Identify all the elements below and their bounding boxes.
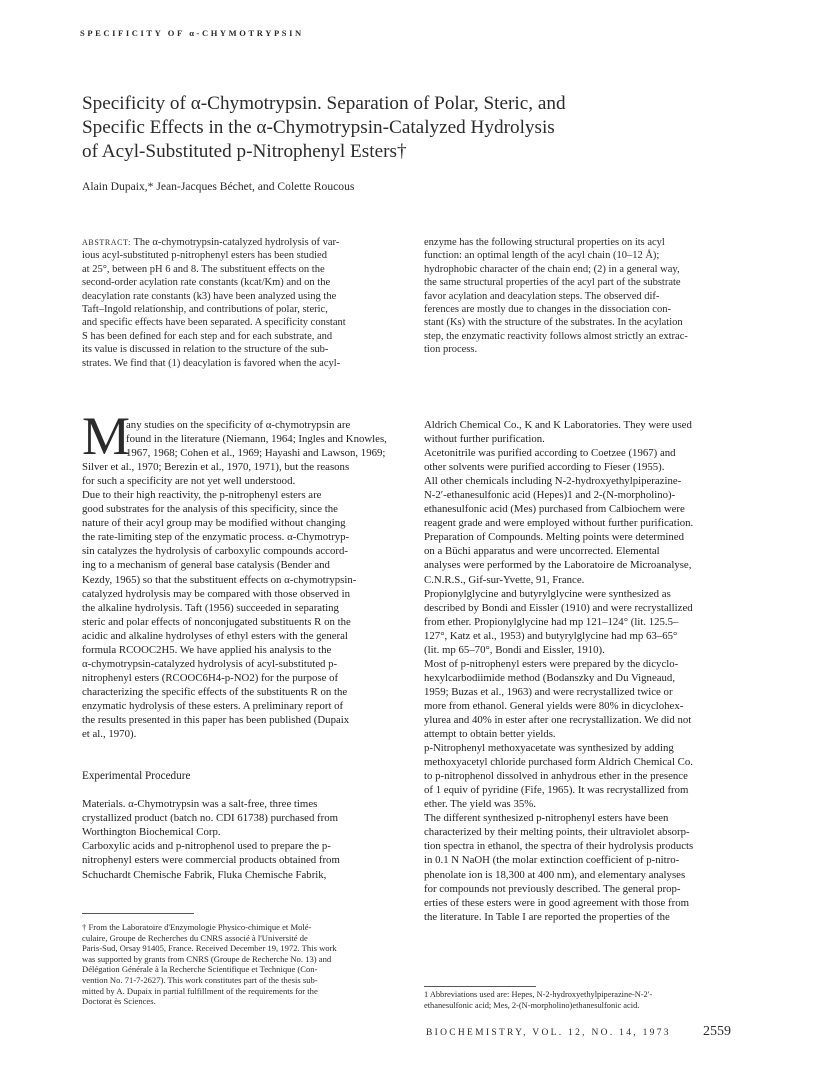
text-line: without further purification. bbox=[424, 433, 545, 446]
text-line: Aldrich Chemical Co., K and K Laboratories. They were used bbox=[424, 419, 692, 431]
text-line: α-chymotrypsin-catalyzed hydrolysis of acyl-substituted p- bbox=[82, 657, 338, 670]
text-line: phenolate ion is 18,300 at 400 nm), and elementary analyses bbox=[424, 868, 686, 881]
abstract-text: The α-chymotrypsin-catalyzed hydrolysis of var- bbox=[131, 237, 340, 248]
text-line: the alkaline hydrolysis. Taft (1956) succeeded in separating bbox=[82, 601, 339, 614]
text-line: C.N.R.S., Gif-sur-Yvette, 91, France. bbox=[424, 573, 585, 586]
text-line: reagent grade and were employed without further purification. bbox=[424, 517, 694, 530]
text-line: All other chemicals including N-2-hydroxyethylpiperazine- bbox=[424, 475, 682, 488]
text-line bbox=[82, 783, 406, 797]
text-line: any studies on the specificity of α-chymotrypsin are bbox=[126, 419, 351, 431]
footnote-abbreviations bbox=[424, 990, 744, 1011]
footnote-divider bbox=[82, 913, 194, 914]
text-line: tion spectra in ethanol, the spectra of their hydrolysis products bbox=[424, 840, 694, 853]
text-line: Due to their high reactivity, the p-nitrophenyl esters are bbox=[82, 489, 322, 502]
text-line: characterized by their melting points, their ultraviolet absorp- bbox=[424, 826, 690, 839]
text-line: of 1 equiv of pyridine (Fife, 1965). It was recrystallized from bbox=[424, 784, 689, 797]
text-line: Carboxylic acids and p-nitrophenol used to prepare the p- bbox=[82, 840, 331, 853]
abstract-line: favor acylation and deacylation steps. The observed dif- bbox=[424, 290, 660, 302]
text-line: Paris-Sud, Orsay 91405, France. Received December 19, 1972. This work bbox=[82, 943, 337, 954]
text-line: Preparation of Compounds. Melting points were determined bbox=[424, 531, 684, 544]
text-line: described by Bondi and Eissler (1910) and were recrystallized bbox=[424, 601, 693, 614]
body-right-column bbox=[424, 418, 748, 924]
text-line: Doctorat ès Sciences. bbox=[82, 996, 156, 1007]
text-line: good substrates for the analysis of this specificity, since the bbox=[82, 503, 338, 516]
text-line: erties of these esters were in good agreement with those from bbox=[424, 896, 690, 909]
journal-footer: BIOCHEMISTRY, VOL. 12, NO. 14, 1973 bbox=[426, 1028, 671, 1038]
text-line: Materials. α-Chymotrypsin was a salt-free, three times bbox=[82, 798, 318, 811]
text-line: the results presented in this paper has been published (Dupaix bbox=[82, 713, 350, 726]
page-number: 2559 bbox=[703, 1024, 731, 1039]
abstract-line: second-order acylation rate constants (kcat/Km) and on the bbox=[82, 277, 331, 289]
text-line: Schuchardt Chemische Fabrik, Fluka Chemische Fabrik, bbox=[82, 868, 327, 881]
text-line: was supported by grants from CNRS (Groupe de Recherche No. 13) and bbox=[82, 953, 332, 964]
abstract-line: ious acyl-substituted p-nitrophenyl esters has been studied bbox=[82, 250, 327, 262]
text-line: nitrophenyl esters were commercial products obtained from bbox=[82, 854, 340, 867]
text-line: Kezdy, 1965) so that the substituent effects on α-chymotrypsin- bbox=[82, 573, 357, 586]
text-line: formula RCOOC2H5. We have applied his analysis to the bbox=[82, 643, 332, 656]
text-line: Propionylglycine and butyrylglycine were synthesized as bbox=[424, 587, 671, 600]
text-line: ether. The yield was 35%. bbox=[424, 798, 536, 811]
text-line: Most of p-nitrophenyl esters were prepared by the dicyclo- bbox=[424, 657, 679, 670]
abstract-label: ABSTRACT: bbox=[82, 238, 132, 247]
text-line: vention No. 71-7-2627). This work constitutes part of the thesis sub- bbox=[82, 974, 318, 985]
abstract-line: strates. We find that (1) deacylation is favored when the acyl- bbox=[82, 357, 341, 369]
abstract-line: at 25°, between pH 6 and 8. The substituent effects on the bbox=[82, 263, 325, 275]
abstract-line: stant (Ks) with the structure of the substrates. In the acylation bbox=[424, 317, 683, 329]
text-line: ylurea and 40% in ester after one recrystallization. We did not bbox=[424, 713, 692, 726]
text-line: attempt to obtain better yields. bbox=[424, 728, 556, 741]
text-line bbox=[82, 741, 406, 755]
text-line: 1959; Buzas et al., 1963) and were recrystallized twice or bbox=[424, 685, 673, 698]
text-line: nitrophenyl esters (RCOOC6H4-p-NO2) for the purpose of bbox=[82, 671, 339, 684]
text-line: Worthington Biochemical Corp. bbox=[82, 826, 221, 839]
text-line: ethanesulfonic acid (Mes) purchased from Calbiochem were bbox=[424, 503, 685, 516]
text-line: † From the Laboratoire d'Enzymologie Physico-chimique et Molé- bbox=[82, 922, 312, 932]
text-line: 127°, Katz et al., 1953) and butyrylglycine had mp 63–65° bbox=[424, 629, 678, 642]
text-line: hexylcarbodiimide method (Bodanszky and Du Vigneaud, bbox=[424, 671, 676, 684]
abstract-line: the same structural properties of the acyl part of the substrate bbox=[424, 277, 681, 289]
title-line: of Acyl-Substituted p-Nitrophenyl Esters† bbox=[82, 141, 407, 162]
abstract-line: ferences are mostly due to changes in the dissociation con- bbox=[424, 304, 671, 316]
abstract-line: and specific effects have been separated. A specificity constant bbox=[82, 317, 346, 329]
text-line: Acetonitrile was purified according to Coetzee (1967) and bbox=[424, 447, 676, 460]
body-left-column bbox=[82, 418, 406, 882]
text-line: nature of their acyl group may be modified without changing bbox=[82, 517, 346, 530]
abstract-line: Taft–Ingold relationship, and contributions of polar, steric, bbox=[82, 304, 328, 316]
text-line: for such a specificity are not yet well understood. bbox=[82, 475, 296, 488]
drop-cap: M bbox=[82, 406, 131, 466]
text-line: in 0.1 N NaOH (the molar extinction coefficient of p-nitro- bbox=[424, 854, 680, 867]
abstract-line: step, the enzymatic reactivity follows almost strictly an extrac- bbox=[424, 330, 688, 342]
abstract-line: tion process. bbox=[424, 344, 478, 356]
title-line: Specificity of α-Chymotrypsin. Separation of Polar, Steric, and bbox=[82, 93, 566, 114]
text-line: 1 Abbreviations used are: Hepes, N-2-hydroxyethylpiperazine-N-2′- bbox=[424, 990, 653, 999]
author-list: Alain Dupaix,* Jean-Jacques Béchet, and Colette Roucous bbox=[82, 180, 355, 193]
abstract-line: its value is discussed in relation to the structure of the sub- bbox=[82, 344, 329, 356]
abstract-left-column bbox=[82, 236, 400, 370]
text-line: steric and polar effects of nonconjugated substituents R on the bbox=[82, 615, 351, 628]
text-line: ethanesulfonic acid; Mes, 2-(N-morpholino)ethanesulfonic acid. bbox=[424, 1000, 640, 1010]
text-line: methoxyacetyl chloride purchased form Aldrich Chemical Co. bbox=[424, 756, 693, 769]
abstract-line: S has been defined for each step and for each substrate, and bbox=[82, 330, 333, 342]
text-line: on a Büchi apparatus and were uncorrected. Elemental bbox=[424, 545, 660, 558]
text-line: analyses were performed by the Laboratoire de Microanalyse, bbox=[424, 559, 692, 572]
title-line: Specific Effects in the α-Chymotrypsin-Catalyzed Hydrolysis bbox=[82, 117, 555, 138]
running-head: SPECIFICITY OF α-CHYMOTRYPSIN bbox=[80, 28, 304, 38]
abstract-line bbox=[82, 236, 400, 249]
text-line: catalyzed hydrolysis may be compared with those observed in bbox=[82, 587, 351, 600]
footnote-affiliation bbox=[82, 922, 402, 1007]
text-line: the literature. In Table I are reported the properties of the bbox=[424, 910, 670, 923]
text-line: Délégation Générale à la Recherche Scientifique et Technique (Con- bbox=[82, 964, 318, 975]
article-title bbox=[82, 92, 722, 164]
text-line: found in the literature (Niemann, 1964; Ingles and Knowles, bbox=[126, 433, 387, 446]
text-line: N-2′-ethanesulfonic acid (Hepes)1 and 2-(N-morpholino)- bbox=[424, 489, 676, 502]
text-line: acidic and alkaline hydrolyses of ethyl esters with the general bbox=[82, 629, 348, 642]
abstract-line: deacylation rate constants (k3) have been analyzed using the bbox=[82, 290, 337, 302]
text-line: et al., 1970). bbox=[82, 728, 137, 741]
text-line: The different synthesized p-nitrophenyl esters have been bbox=[424, 812, 669, 825]
text-line: p-Nitrophenyl methoxyacetate was synthesized by adding bbox=[424, 742, 674, 755]
footnote-divider bbox=[424, 986, 536, 987]
text-line: more from ethanol. General yields were 80% in dicyclohex- bbox=[424, 699, 684, 712]
text-line: from ether. Propionylglycine had mp 121–124° (lit. 125.5– bbox=[424, 615, 679, 628]
text-line: to p-nitrophenol dissolved in anhydrous ether in the presence bbox=[424, 770, 688, 783]
abstract-right-column bbox=[424, 236, 742, 357]
text-line: Silver et al., 1970; Berezin et al., 1970, 1971), but the reasons bbox=[82, 461, 350, 474]
text-line: mitted by A. Dupaix in partial fulfillment of the requirements for the bbox=[82, 985, 318, 996]
text-line: other solvents were purified according to Fieser (1955). bbox=[424, 461, 665, 474]
text-line: crystallized product (batch no. CDI 61738) purchased from bbox=[82, 812, 339, 825]
abstract-line: function: an optimal length of the acyl chain (10–12 Å); bbox=[424, 250, 660, 262]
abstract-line: enzyme has the following structural properties on its acyl bbox=[424, 237, 665, 248]
text-line: the rate-limiting step of the enzymatic process. α-Chymotryp- bbox=[82, 531, 350, 544]
text-line: characterizing the specific effects of the substituents R on the bbox=[82, 685, 348, 698]
text-line: 1967, 1968; Cohen et al., 1969; Hayashi and Lawson, 1969; bbox=[126, 447, 386, 460]
abstract-line: hydrophobic character of the chain end; (2) in a general way, bbox=[424, 263, 680, 275]
text-line: culaire, Groupe de Recherches du CNRS associé à l'Université de bbox=[82, 932, 308, 943]
text-line: sin catalyzes the hydrolysis of carboxylic compounds accord- bbox=[82, 545, 348, 558]
text-line: for compounds not previously described. The general prop- bbox=[424, 882, 681, 895]
section-heading: Experimental Procedure bbox=[82, 770, 191, 783]
text-line: ing to a mechanism of general base catalysis (Bender and bbox=[82, 559, 330, 572]
text-line bbox=[82, 755, 406, 769]
text-line: (lit. mp 65–70°, Bondi and Eissler, 1910). bbox=[424, 643, 605, 656]
text-line: enzymatic hydrolysis of these esters. A preliminary report of bbox=[82, 699, 344, 712]
